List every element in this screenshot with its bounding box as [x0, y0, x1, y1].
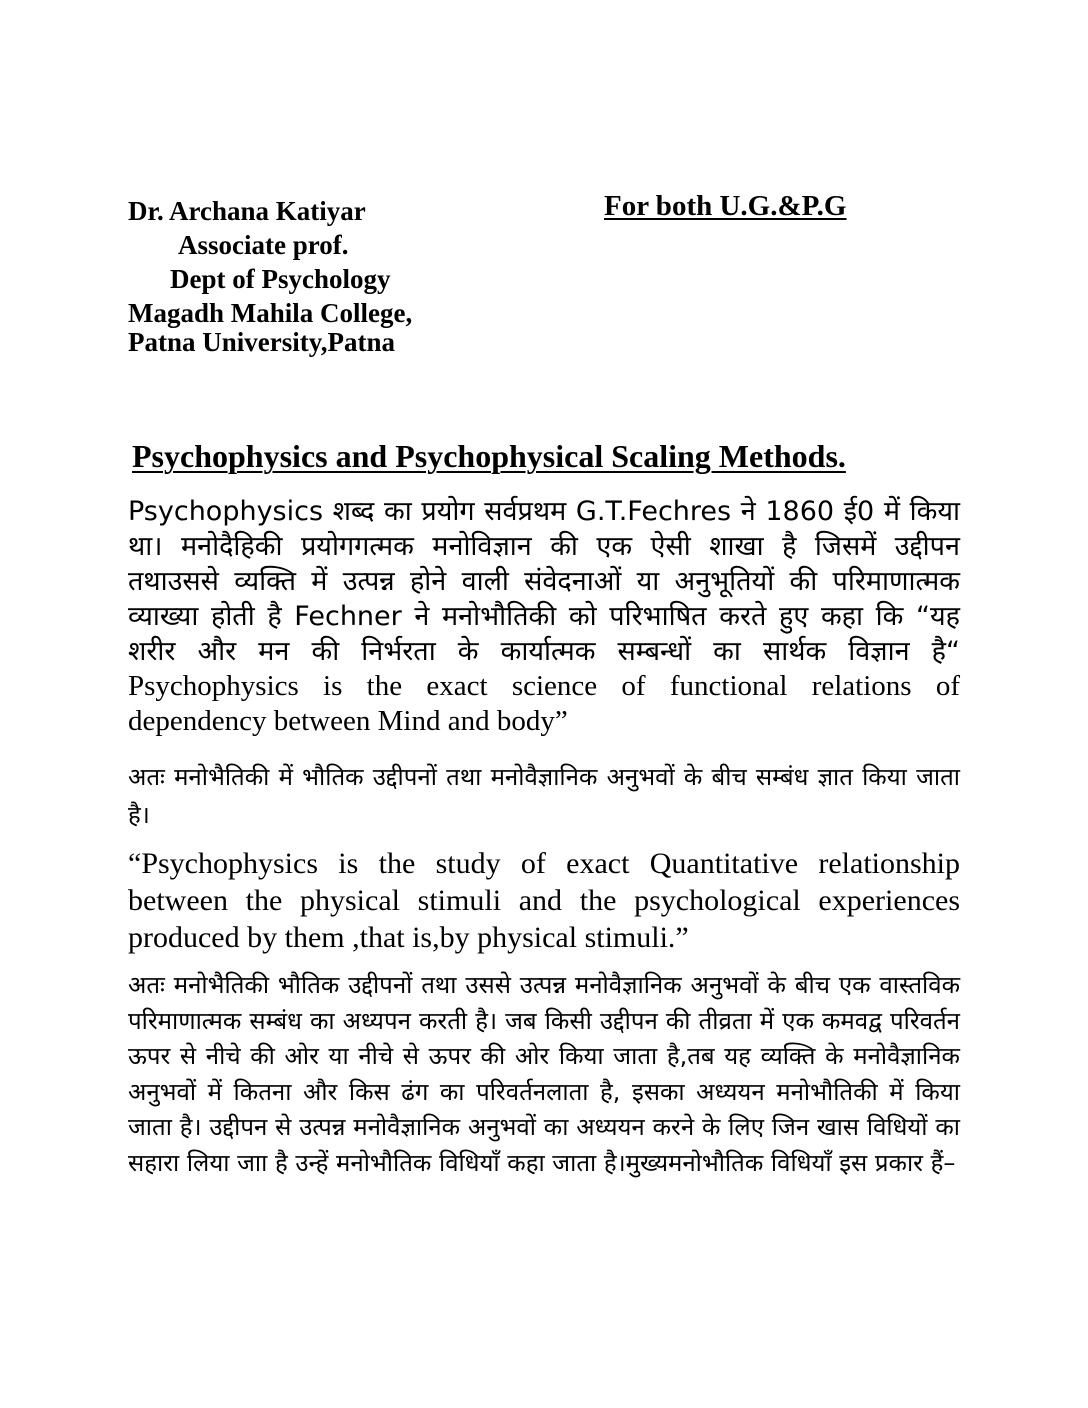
author-designation: Associate prof.: [178, 230, 349, 260]
audience-label: For both U.G.&P.G: [604, 190, 847, 222]
author-university: Patna University,Patna: [128, 327, 395, 357]
author-name: Dr. Archana Katiyar: [128, 196, 366, 226]
intro-english-text: Psychophysics is the exact science of functional relations of dependency between Mind and body”: [128, 670, 960, 737]
document-title: Psychophysics and Psychophysical Scaling Methods.: [132, 438, 846, 474]
explanation-hindi-paragraph: अतः मनोभैतिकी भौतिक उद्दीपनों तथा उससे उत्पन्न मनोवैज्ञानिक अनुभवों के बीच एक वास्तविक परिमाणात्मक सम्बंध का अध्यपन करती है। जब किसी उद्दीपन की तीव्रता में एक कमवद्व परिवर्तन ऊपर से नीचे की ओर या नीचे से ऊपर की ओर किया जाता है,तब यह व्यक्ति के मनोवैज्ञानिक अनुभवों में कितना और किस ढंग का परिवर्तनलाता है, इसका अध्ययन मनोभौतिकी में किया जाता है। उद्दीपन से उत्पन्न मनोवैज्ञानिक अनुभवों का अध्ययन करने के लिए जिन खास विधियों का सहारा लिया जाा है उन्हें मनोभौतिक विधियाँ कहा जाता है।मुख्यमनोभौतिक विधियाँ इस प्रकार हैं–: [128, 971, 960, 1177]
intro-hindi-text: Psychophysics शब्द का प्रयोग सर्वप्रथम G.T.Fechres ने 1860 ई0 में किया था। मनोदैहिकी प्रयोगगत्मक मनोविज्ञान की एक ऐसी शाखा है जिसमें उद्दीपन तथाउससे व्यक्ति में उत्पन्न होने वाली संवेदनाओं या अनुभूतियों की परिमाणात्मक व्याख्या होती है Fechner ने मनोभौतिकी को परिभाषित करते हुए कहा कि “यह शरीर और मन की निर्भरता के कार्यात्मक सम्बन्धों का सार्थक विज्ञान है“: [128, 496, 960, 667]
author-department: Dept of Psychology: [170, 264, 391, 294]
summary-hindi-paragraph: अतः मनोभैतिकी में भौतिक उद्दीपनों तथा मनोवैज्ञानिक अनुभवों के बीच सम्बंध ज्ञात किया जाता है।: [128, 763, 960, 829]
definition-english-paragraph: “Psychophysics is the study of exact Quantitative relationship between the physical stimuli and the psychological experiences produced by them ,that is,by physical stimuli.”: [128, 847, 960, 954]
author-college: Magadh Mahila College,: [128, 298, 413, 328]
intro-paragraph: [128, 494, 960, 739]
